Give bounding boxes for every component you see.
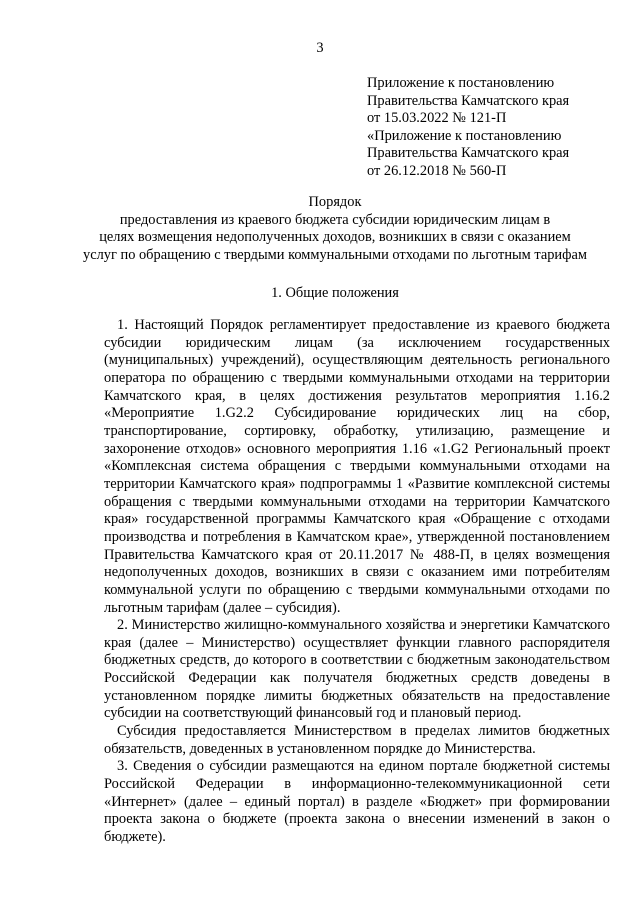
appendix-line: Правительства Камчатского края <box>367 92 570 109</box>
title-line: услуг по обращению с твердыми коммунальными отходами по льготным тарифам <box>83 246 587 263</box>
paragraph-3: Субсидия предоставляется Министерством в пределах лимитов бюджетных обязательств, доведенных в установленном порядке до Министерства. <box>104 723 610 757</box>
paragraph-4: 3. Сведения о субсидии размещаются на едином портале бюджетной системы Российской Федерации в информационно-телекоммуникационной сети «Интернет» (далее – единый портал) в разделе «Бюджет» при формировании проекта закона о бюджете (проекта закона о внесении изменений в закон о бюджете). <box>104 758 610 846</box>
appendix-line: от 15.03.2022 № 121-П <box>367 110 507 127</box>
paragraph-1: 1. Настоящий Порядок регламентирует предоставление из краевого бюджета субсидии юридическим лицам (за исключением государственных (муниципальных) учреждений), осуществляющим деятельность регионального оператора по обращению с твердыми коммунальными отходами на территории Камчатского края, в целях достижения результатов мероприятия 1.16.2 «Мероприятие 1.G2.2 Субсидирование юридических лиц на сбор, транспортирование, сортировку, обработку, утилизацию, размещение и захоронение отходов» основного мероприятия 1.16 «1.G2 Региональный проект «Комплексная система обращения с твердыми коммунальными отходами на территории Камчатского края» подпрограммы 1 «Развитие комплексной системы обращения с твердыми коммунальными отходами на территории Камчатского края» государственной программы Камчатского края «Обращение с отходами производства и потребления в Камчатском крае», утвержденной постановлением Правительства Камчатского края от 20.11.2017 № 488-П, в целях возмещения недополученных доходов, возникших в связи с оказанием ими потребителям коммунальной услуги по обращению с твердыми коммунальными отходами по льготным тарифам (далее – субсидия). <box>104 317 610 616</box>
page-number: 3 <box>316 40 324 56</box>
document-title <box>60 194 610 264</box>
paragraph-2: 2. Министерство жилищно-коммунального хозяйства и энергетики Камчатского края (далее – Министерство) осуществляет функции главного распорядителя бюджетных средств, до которого в соответствии с бюджетным законодательством Российской Федерации как получателя бюджетных средств доведены в установленном порядке лимиты бюджетных обязательств на предоставление субсидии на соответствующий финансовый год и плановый период. <box>104 617 610 722</box>
title-line: целях возмещения недополученных доходов, возникших в связи с оказанием <box>99 229 571 246</box>
appendix-line: Приложение к постановлению <box>367 75 555 91</box>
appendix-line: Правительства Камчатского края <box>367 145 570 162</box>
title-heading: Порядок <box>308 194 362 210</box>
appendix-line: «Приложение к постановлению <box>367 127 562 144</box>
appendix-block <box>367 75 617 181</box>
appendix-line: от 26.12.2018 № 560-П <box>367 162 507 179</box>
body-text <box>104 317 610 847</box>
title-line: предоставления из краевого бюджета субсидии юридическим лицам в <box>119 211 551 228</box>
section-heading: 1. Общие положения <box>271 285 399 301</box>
